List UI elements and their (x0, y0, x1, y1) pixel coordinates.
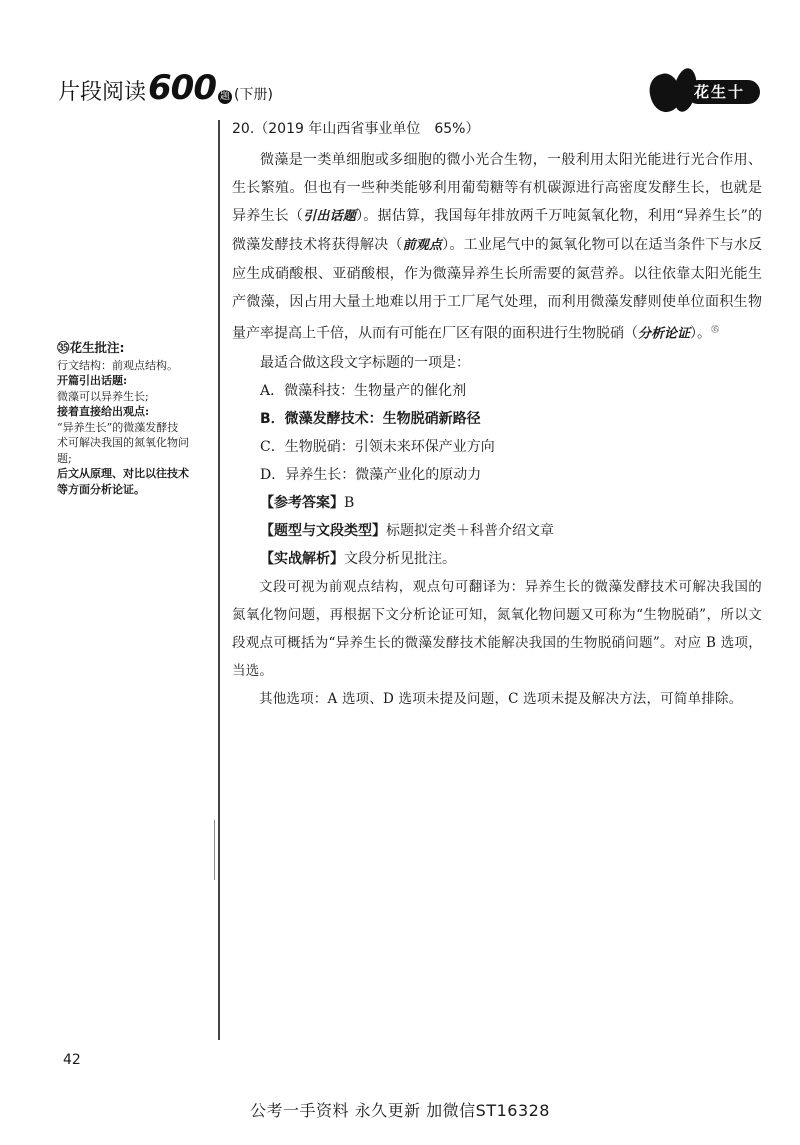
answer-value: B (344, 494, 355, 511)
option-a: A．微藻科技：生物量产的催化剂 (260, 382, 467, 399)
book-title (58, 68, 273, 108)
passage-text: ）。工业尾气中的氮氧化物可以在适当条件下与水反应生成硝酸根、亚硝酸根，作为微藻异养生长所需要的氮营养。以往依靠太阳光能生产微藻，因占用大量土地难以用于工厂尾气处理，而利用微藻发酵则使单位面积生物量产率提高上千倍，从而有可能在厂区有限的面积进行生物脱硝（ (232, 237, 762, 342)
analysis-label: 【实战解析】 (260, 550, 344, 567)
annotation-title: ㉟花生批注: (57, 340, 125, 355)
margin-rule (218, 120, 220, 1040)
annotation-line: 后文从原理、对比以往技术 (57, 467, 189, 480)
page-number: 42 (63, 1052, 81, 1068)
passage-tag: 引出话题 (303, 209, 357, 224)
passage-tag: 前观点 (402, 238, 443, 253)
question-header: 20.（2019 年山西省事业单位 65%） (232, 121, 480, 137)
analysis-value: 文段分析见批注。 (344, 550, 456, 567)
book-title-number: 600 (148, 68, 216, 108)
book-title-badge: 题 (220, 91, 230, 102)
type-label: 【题型与文段类型】 (260, 522, 386, 539)
type-line (232, 517, 762, 545)
annotation-line: 微藻可以异养生长; (57, 389, 149, 403)
annotation-line: “异养生长”的微藻发酵技 (57, 420, 179, 434)
other-options-text: 其他选项：A 选项、D 选项未提及问题，C 选项未提及解决方法，可简单排除。 (259, 690, 743, 707)
annotation-line: 术可解决我国的氮氧化物问 (57, 436, 189, 449)
passage-tag: 分析论证 (638, 326, 691, 342)
margin-rule-mark (214, 820, 215, 880)
passage-text: ）。 (690, 325, 712, 342)
option-b: B．微藻发酵技术：生物脱硝新路径 (260, 410, 481, 427)
question-stem: 最适合做这段文字标题的一项是： (260, 354, 470, 371)
option-c: C．生物脱硝：引领未来环保产业方向 (260, 438, 495, 455)
analysis-text: 文段可视为前观点结构，观点句可翻译为：异养生长的微藻发酵技术可解决我国的氮氧化物问题，再根据下文分析论证可知，氮氧化物问题又可称为“生物脱硝”，所以文段观点可概括为“异养生长的微藻发酵技术能解决我国的生物脱硝问题”。对应 B 选项，当选。 (232, 578, 762, 679)
type-value: 标题拟定类＋科普介绍文章 (386, 522, 554, 539)
annotation-line: 行文结构：前观点结构。 (57, 358, 178, 372)
passage-text: ）。据估算，我国每年排放两千万吨氮氧化物，利用“异养生长”的微藻发酵技术将获得解决（ (232, 208, 762, 253)
footnote-mark: ㉟ (711, 325, 720, 334)
question-block (232, 118, 762, 713)
brand-logo (650, 68, 760, 125)
side-annotation (57, 340, 217, 497)
annotation-line: 接着直接给出观点: (57, 405, 150, 418)
annotation-line: 等方面分析论证。 (57, 482, 145, 496)
passage (232, 146, 762, 349)
passage-text: 微藻是一类单细胞或多细胞的微小光合生物，一般利用太阳光能进行光合作用、生长繁殖。但也有一些种类能够利用葡萄糖等有机碳源进行高密度发酵生长，也就是异养生长（ (232, 152, 762, 224)
option-d: D．异养生长：微藻产业化的原动力 (260, 466, 482, 483)
annotation-line: 开篇引出话题: (57, 374, 128, 387)
footer-note: 公考一手资料 永久更新 加微信ST16328 (249, 1101, 550, 1120)
book-title-text: 片段阅读 (58, 80, 147, 105)
book-volume: (下册) (234, 87, 273, 103)
answer-line (232, 489, 762, 517)
answer-label: 【参考答案】 (260, 494, 344, 511)
analysis-line (232, 545, 762, 573)
brand-name: 花生十三 (686, 80, 760, 104)
annotation-line: 题; (57, 451, 72, 465)
